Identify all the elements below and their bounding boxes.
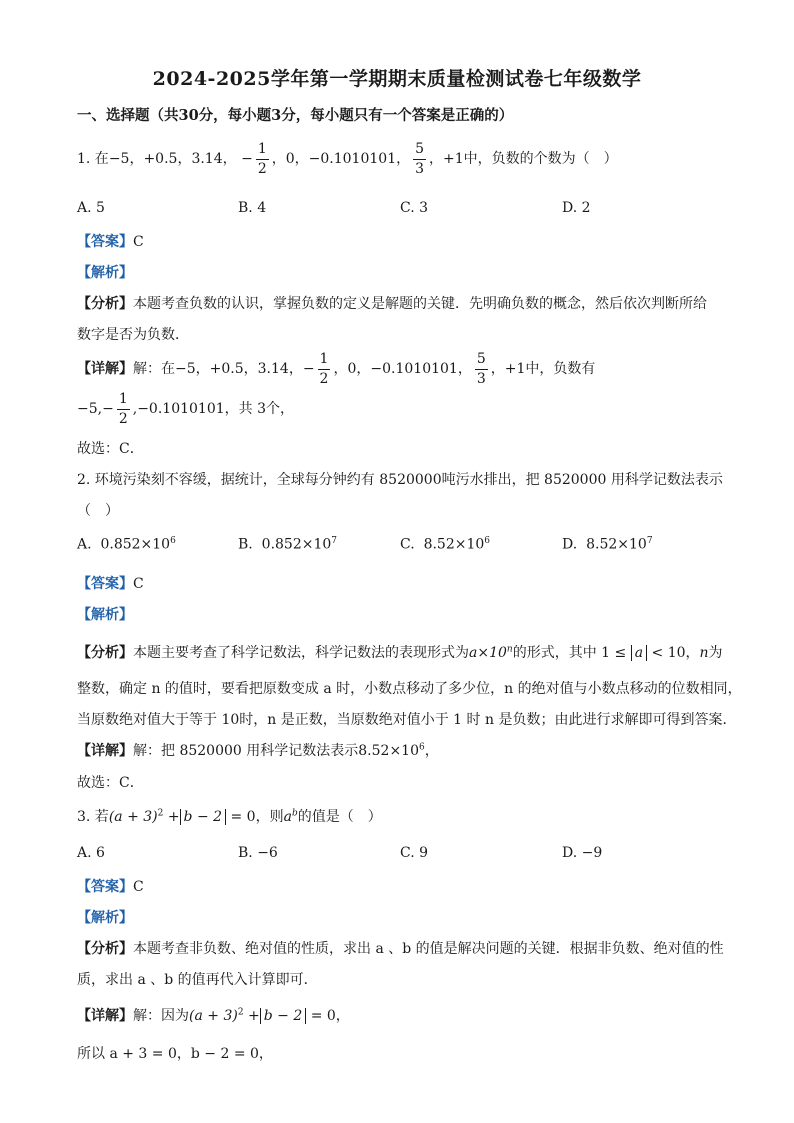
q3-analysis-line1: 【分析】本题考查非负数、绝对值的性质，求出 a 、b 的值是解决问题的关键．根据非负数、绝对值的性	[77, 941, 724, 957]
q2-answer: 【答案】C	[77, 576, 144, 592]
q3-answer: 【答案】C	[77, 879, 144, 895]
q2-analysis-line1: 【分析】本题主要考查了科学记数法，科学记数法的表现形式为$a\times 10^n$的形式，其中 1 ≤ a < 10，n为	[77, 644, 723, 661]
q3-last-line: 所以 a + 3 = 0，b − 2 = 0，	[77, 1046, 273, 1062]
fraction-five-thirds: $\frac{5}{3}$	[415, 141, 425, 177]
q1-option-b: B. 4	[238, 200, 267, 216]
q2-jiexi: 【解析】	[77, 607, 133, 623]
q2-analysis-line3: 当原数绝对值大于等于 10时，n 是正数，当原数绝对值小于 1 时 n 是负数；由此进行求解即可得到答案．	[77, 712, 737, 728]
q3-option-b: B. −6	[238, 845, 278, 861]
q2-option-d: D. $8.52\times 10^7$	[562, 536, 653, 553]
q3-option-c: C. 9	[400, 845, 429, 861]
q1-option-a: A. 5	[77, 200, 105, 216]
q2-analysis-line2: 整数，确定 n 的值时，要看把原数变成 a 时，小数点移动了多少位，n 的绝对值与小数点移动的位数相同，	[77, 681, 742, 697]
fraction-half: $\frac{1}{2}$	[118, 391, 128, 427]
q3-jiexi: 【解析】	[77, 910, 133, 926]
q2-detail: 【详解】解：把 8520000 用科学记数法表示$8.52\times 10^6$，	[77, 742, 439, 759]
fraction-neg-half: $\frac{1}{2}$	[319, 351, 329, 387]
q3-analysis-line2: 质，求出 a 、b 的值再代入计算即可．	[77, 972, 318, 988]
question-2-stem-line2: （ ）	[77, 503, 119, 519]
question-3-stem: 3. 若$(a + 3)^2 + b - 2 = 0$，则$a^b$的值是（ ）	[77, 808, 382, 825]
question-2-stem-line1: 2. 环境污染刻不容缓，据统计，全球每分钟约有 8520000吨污水排出，把 8520000 用科学记数法表示	[77, 472, 723, 488]
q1-analysis-line1: 【分析】本题考查负数的认识，掌握负数的定义是解题的关键．先明确负数的概念，然后依次判断所给	[77, 296, 707, 312]
q3-option-a: A. 6	[77, 845, 105, 861]
q1-answer: 【答案】C	[77, 234, 144, 250]
q1-option-d: D. 2	[562, 200, 591, 216]
page-title: 2024-2025学年第一学期期末质量检测试卷七年级数学	[152, 68, 642, 90]
q2-option-c: C. $8.52\times 10^6$	[400, 536, 491, 553]
q3-detail: 【详解】解：因为$(a + 3)^2 + b - 2 = 0$，	[77, 1007, 350, 1024]
fraction-five-thirds: $\frac{5}{3}$	[476, 351, 486, 387]
q1-choose: 故选：C．	[77, 441, 144, 457]
section-heading: 一、选择题（共30分，每小题3分，每小题只有一个答案是正确的）	[77, 107, 514, 124]
q2-option-b: B. $0.852\times 10^7$	[238, 536, 338, 553]
q1-option-c: C. 3	[400, 200, 429, 216]
q1-jiexi: 【解析】	[77, 265, 133, 281]
q3-option-d: D. −9	[562, 845, 603, 861]
q1-detail-line1: 【详解】解：在−5，+0.5，3.14，− $\frac{1}{2}$ ，0，−0.1010101， $\frac{5}{3}$ ，+1中，负数有	[77, 351, 596, 387]
q1-analysis-line2: 数字是否为负数．	[77, 327, 189, 343]
q1-detail-line2: −5,− $\frac{1}{2}$ ,−0.1010101，共 3个，	[77, 391, 294, 427]
fraction-neg-half: $\frac{1}{2}$	[257, 141, 267, 177]
q2-option-a: A. $0.852\times 10^6$	[77, 536, 176, 553]
q2-choose: 故选：C．	[77, 775, 144, 791]
question-1-stem: 1. 在−5，+0.5，3.14， − $\frac{1}{2}$ ，0，−0.1010101， $\frac{5}{3}$ ，+1中，负数的个数为（ ）	[77, 141, 618, 177]
